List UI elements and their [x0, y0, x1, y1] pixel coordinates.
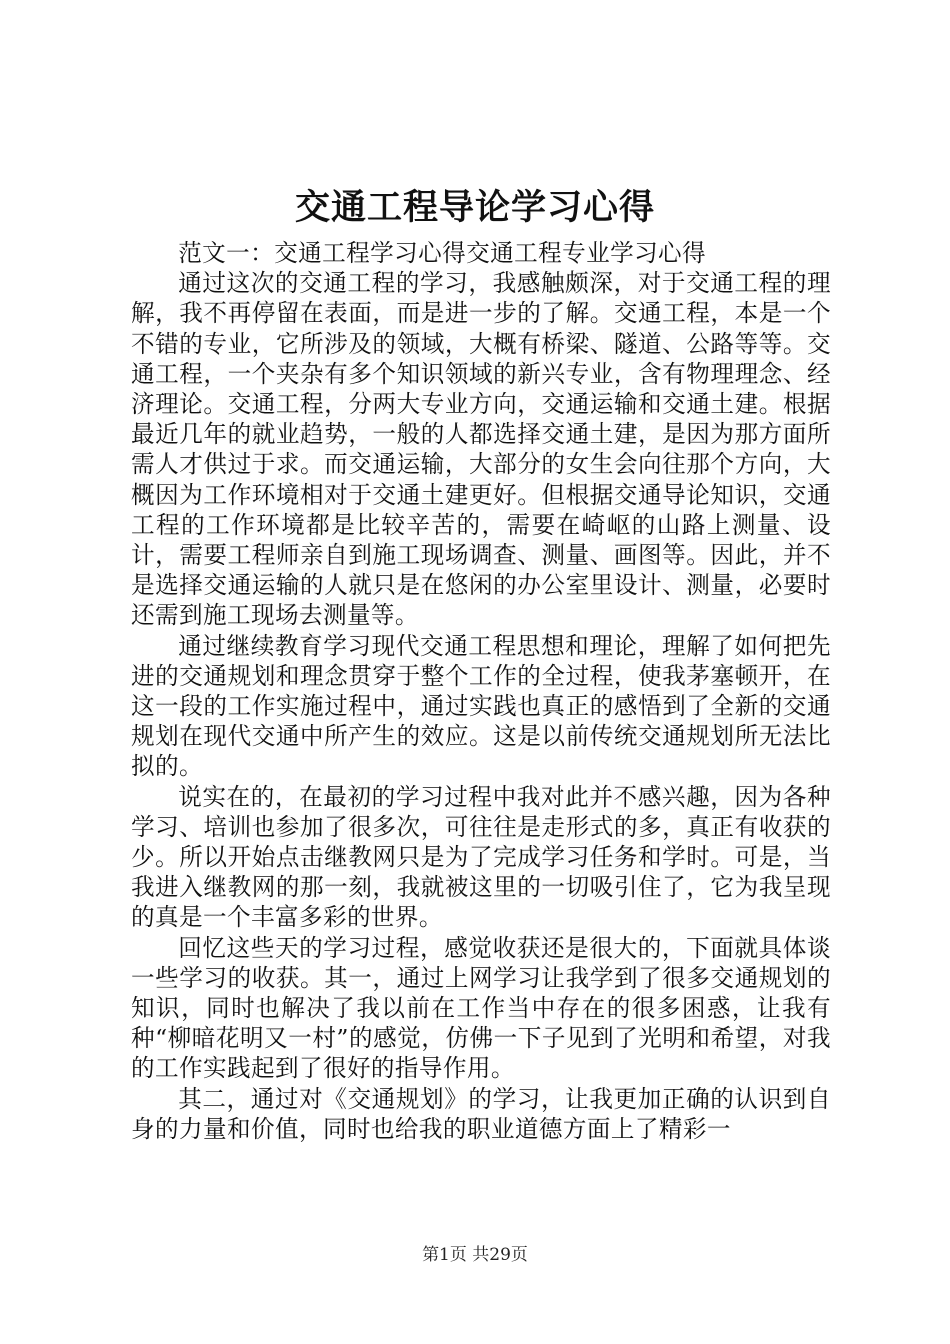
paragraph-1: 通过这次的交通工程的学习，我感触颇深，对于交通工程的理解，我不再停留在表面，而是进一步的了解。交通工程，本是一个不错的专业，它所涉及的领域，大概有桥梁、隧道、公路等等。交通工程，一个夹杂有多个知识领域的新兴专业，含有物理理念、经济理论。交通工程，分两大专业方向，交通运输和交通土建。根据最近几年的就业趋势，一般的人都选择交通土建，是因为那方面所需人才供过于求。而交通运输，大部分的女生会向往那个方向，大概因为工作环境相对于交通土建更好。但根据交通导论知识，交通工程的工作环境都是比较辛苦的，需要在崎岖的山路上测量、设计，需要工程师亲自到施工现场调查、测量、画图等。因此，并不是选择交通运输的人就只是在悠闲的办公室里设计、测量，必要时还需到施工现场去测量等。: [131, 269, 831, 630]
document-subtitle: 范文一：交通工程学习心得交通工程专业学习心得: [178, 239, 707, 267]
page-number-footer: 第1页 共29页: [422, 1245, 528, 1265]
document-body: [131, 238, 831, 1144]
paragraph-2: 通过继续教育学习现代交通工程思想和理论，理解了如何把先进的交通规划和理念贯穿于整个工作的全过程，使我茅塞顿开，在这一段的工作实施过程中，通过实践也真正的感悟到了全新的交通规划在现代交通中所产生的效应。这是以前传统交通规划所无法比拟的。: [131, 631, 831, 781]
paragraph-4: 回忆这些天的学习过程，感觉收获还是很大的，下面就具体谈一些学习的收获。其一，通过上网学习让我学到了很多交通规划的知识，同时也解决了我以前在工作当中存在的很多困惑，让我有种“柳暗花明又一村”的感觉，仿佛一下子见到了光明和希望，对我的工作实践起到了很好的指导作用。: [131, 933, 831, 1083]
paragraph-5: 其二，通过对《交通规划》的学习，让我更加正确的认识到自身的力量和价值，同时也给我的职业道德方面上了精彩一: [131, 1084, 831, 1143]
paragraph-3: 说实在的，在最初的学习过程中我对此并不感兴趣，因为各种学习、培训也参加了很多次，可往往是走形式的多，真正有收获的少。所以开始点击继教网只是为了完成学习任务和学时。可是，当我进入继教网的那一刻，我就被这里的一切吸引住了，它为我呈现的真是一个丰富多彩的世界。: [131, 782, 831, 932]
document-title: 交通工程导论学习心得: [294, 187, 655, 228]
